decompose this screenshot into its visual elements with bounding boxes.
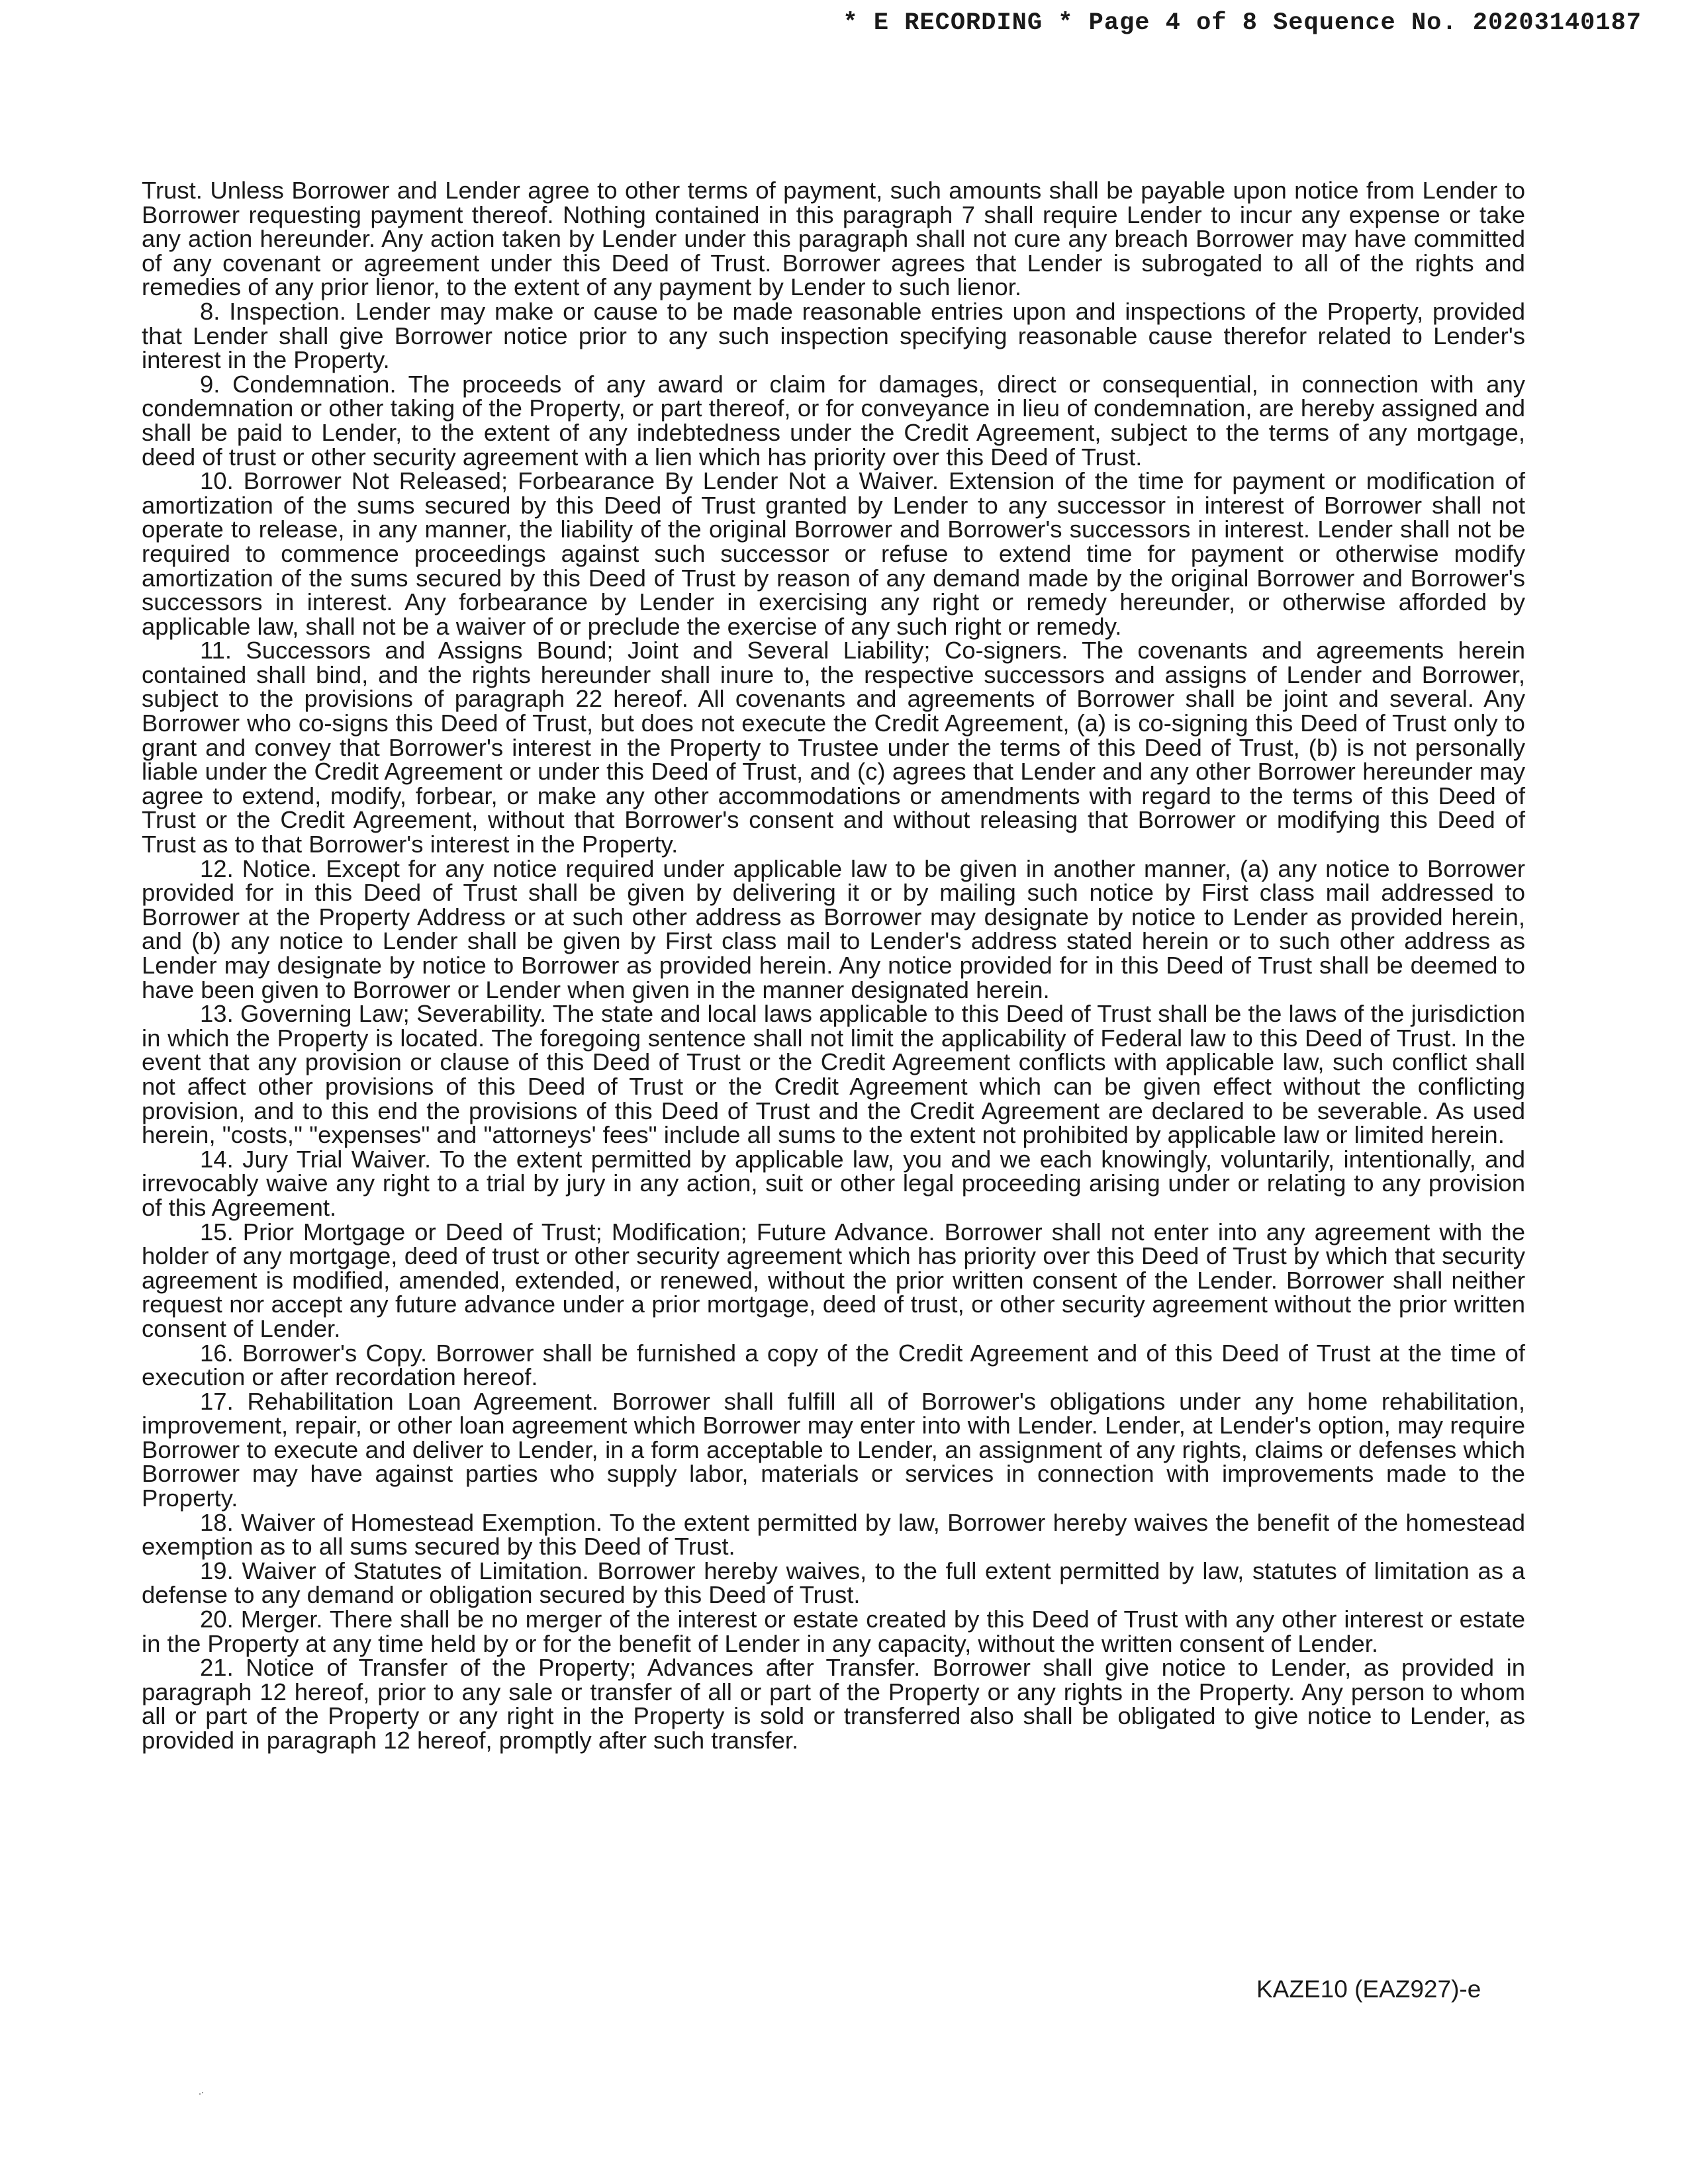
paragraph-15-prior-mortgage: 15. Prior Mortgage or Deed of Trust; Modification; Future Advance. Borrower shall not enter into any agreement with the holder of any mortgage, deed of trust or other security agreement which has priority over this Deed of Trust by which that security agreement is modified, amended, extended, or renewed, without the prior written consent of the Lender. Borrower shall neither request nor accept any future advance under a prior mortgage, deed of trust, or other security agreement without the prior written consent of Lender. [142,1218,1525,1342]
paragraph-13-governing-law: 13. Governing Law; Severability. The state and local laws applicable to this Deed of Trust shall be the laws of the jurisdiction in which the Property is located. The foregoing sentence shall not limit the applicability of Federal law to this Deed of Trust. In the event that any provision or clause of this Deed of Trust or the Credit Agreement conflicts with applicable law, such conflict shall not affect other provisions of this Deed of Trust or the Credit Agreement which can be given effect without the conflicting provision, and to this end the provisions of this Deed of Trust and the Credit Agreement are declared to be severable. As used herein, "costs," "expenses" and "attorneys' fees" include all sums to the extent not prohibited by applicable law or limited herein. [142,1000,1525,1149]
paragraph-7-continued: Trust. Unless Borrower and Lender agree to other terms of payment, such amounts shall be payable upon notice from Lender to Borrower requesting payment thereof. Nothing contained in this paragraph 7 shall require Lender to incur any expense or take any action hereunder. Any action taken by Lender under this paragraph shall not cure any breach Borrower may have committed of any covenant or agreement under this Deed of Trust. Borrower agrees that Lender is subrogated to all of the rights and remedies of any prior lienor, to the extent of any payment by Lender to such lienor. [142,177,1525,301]
scan-speck [199,2091,204,2095]
paragraph-20-merger: 20. Merger. There shall be no merger of the interest or estate created by this Deed of Trust with any other interest or estate in the Property at any time held by or for the benefit of Lender in any capacity, without the written consent of Lender. [142,1606,1525,1657]
paragraph-9-condemnation: 9. Condemnation. The proceeds of any award or claim for damages, direct or consequential, in connection with any condemnation or other taking of the Property, or part thereof, or for conveyance in lieu of condemnation, are hereby assigned and shall be paid to Lender, to the extent of any indebtedness under the Credit Agreement, subject to the terms of any mortgage, deed of trust or other security agreement with a lien which has priority over this Deed of Trust. [142,370,1525,471]
paragraph-17-rehabilitation: 17. Rehabilitation Loan Agreement. Borrower shall fulfill all of Borrower's obligations under any home rehabilitation, improvement, repair, or other loan agreement which Borrower may enter into with Lender. Lender, at Lender's option, may require Borrower to execute and deliver to Lender, in a form acceptable to Lender, an assignment of any rights, claims or defenses which Borrower may have against parties who supply labor, materials or services in connection with improvements made to the Property. [142,1387,1525,1512]
paragraph-18-homestead: 18. Waiver of Homestead Exemption. To the extent permitted by law, Borrower hereby waives the benefit of the homestead exemption as to all sums secured by this Deed of Trust. [142,1508,1525,1561]
form-code: KAZE10 (EAZ927)-e [1256,1976,1481,2003]
paragraph-14-jury-trial: 14. Jury Trial Waiver. To the extent permitted by applicable law, you and we each knowingly, voluntarily, intentionally, and irrevocably waive any right to a trial by jury in any action, suit or other legal proceeding arising under or relating to any provision of this Agreement. [142,1145,1525,1221]
paragraph-21-transfer: 21. Notice of Transfer of the Property; Advances after Transfer. Borrower shall give notice to Lender, as provided in paragraph 12 hereof, prior to any sale or transfer of all or part of the Property or any rights in the Property. Any person to whom all or part of the Property or any right in the Property is sold or transferred also shall be obligated to give notice to Lender, as provided in paragraph 12 hereof, promptly after such transfer. [142,1654,1525,1754]
paragraph-16-borrower-copy: 16. Borrower's Copy. Borrower shall be furnished a copy of the Credit Agreement and of this Deed of Trust at the time of execution or after recordation hereof. [142,1339,1525,1391]
paragraph-19-limitation: 19. Waiver of Statutes of Limitation. Borrower hereby waives, to the full extent permitted by law, statutes of limitation as a defense to any demand or obligation secured by this Deed of Trust. [142,1557,1525,1609]
recording-header: * E RECORDING * Page 4 of 8 Sequence No. 20203140187 [843,9,1642,37]
deed-body [142,179,1525,1753]
paragraph-8-inspection: 8. Inspection. Lender may make or cause to be made reasonable entries upon and inspections of the Property, provided that Lender shall give Borrower notice prior to any such inspection specifying reasonable cause therefor related to Lender's interest in the Property. [142,297,1525,374]
paragraph-11-successors: 11. Successors and Assigns Bound; Joint and Several Liability; Co-signers. The covenants and agreements herein contained shall bind, and the rights hereunder shall inure to, the respective successors and assigns of Lender and Borrower, subject to the provisions of paragraph 22 hereof. All covenants and agreements of Borrower shall be joint and several. Any Borrower who co-signs this Deed of Trust, but does not execute the Credit Agreement, (a) is co-signing this Deed of Trust only to grant and convey that Borrower's interest in the Property to Trustee under the terms of this Deed of Trust, (b) is not personally liable under the Credit Agreement or under this Deed of Trust, and (c) agrees that Lender and any other Borrower hereunder may agree to extend, modify, forbear, or make any other accommodations or amendments with regard to the terms of this Deed of Trust or the Credit Agreement, without that Borrower's consent and without releasing that Borrower or modifying this Deed of Trust as to that Borrower's interest in the Property. [142,637,1525,858]
paragraph-12-notice: 12. Notice. Except for any notice required under applicable law to be given in another manner, (a) any notice to Borrower provided for in this Deed of Trust shall be given by delivering it or by mailing such notice by First class mail addressed to Borrower at the Property Address or at such other address as Borrower may designate by notice to Lender as provided herein, and (b) any notice to Lender shall be given by First class mail to Lender's address stated herein or to such other address as Lender may designate by notice to Borrower as provided herein. Any notice provided for in this Deed of Trust shall be deemed to have been given to Borrower or Lender when given in the manner designated herein. [142,854,1525,1003]
paragraph-10-forbearance: 10. Borrower Not Released; Forbearance By Lender Not a Waiver. Extension of the time for payment or modification of amortization of the sums secured by this Deed of Trust granted by Lender to any successor in interest of Borrower shall not operate to release, in any manner, the liability of the original Borrower and Borrower's successors in interest. Lender shall not be required to commence proceedings against such successor or refuse to extend time for payment or otherwise modify amortization of the sums secured by this Deed of Trust by reason of any demand made by the original Borrower and Borrower's successors in interest. Any forbearance by Lender in exercising any right or remedy hereunder, or otherwise afforded by applicable law, shall not be a waiver of or preclude the exercise of any such right or remedy. [142,467,1525,640]
